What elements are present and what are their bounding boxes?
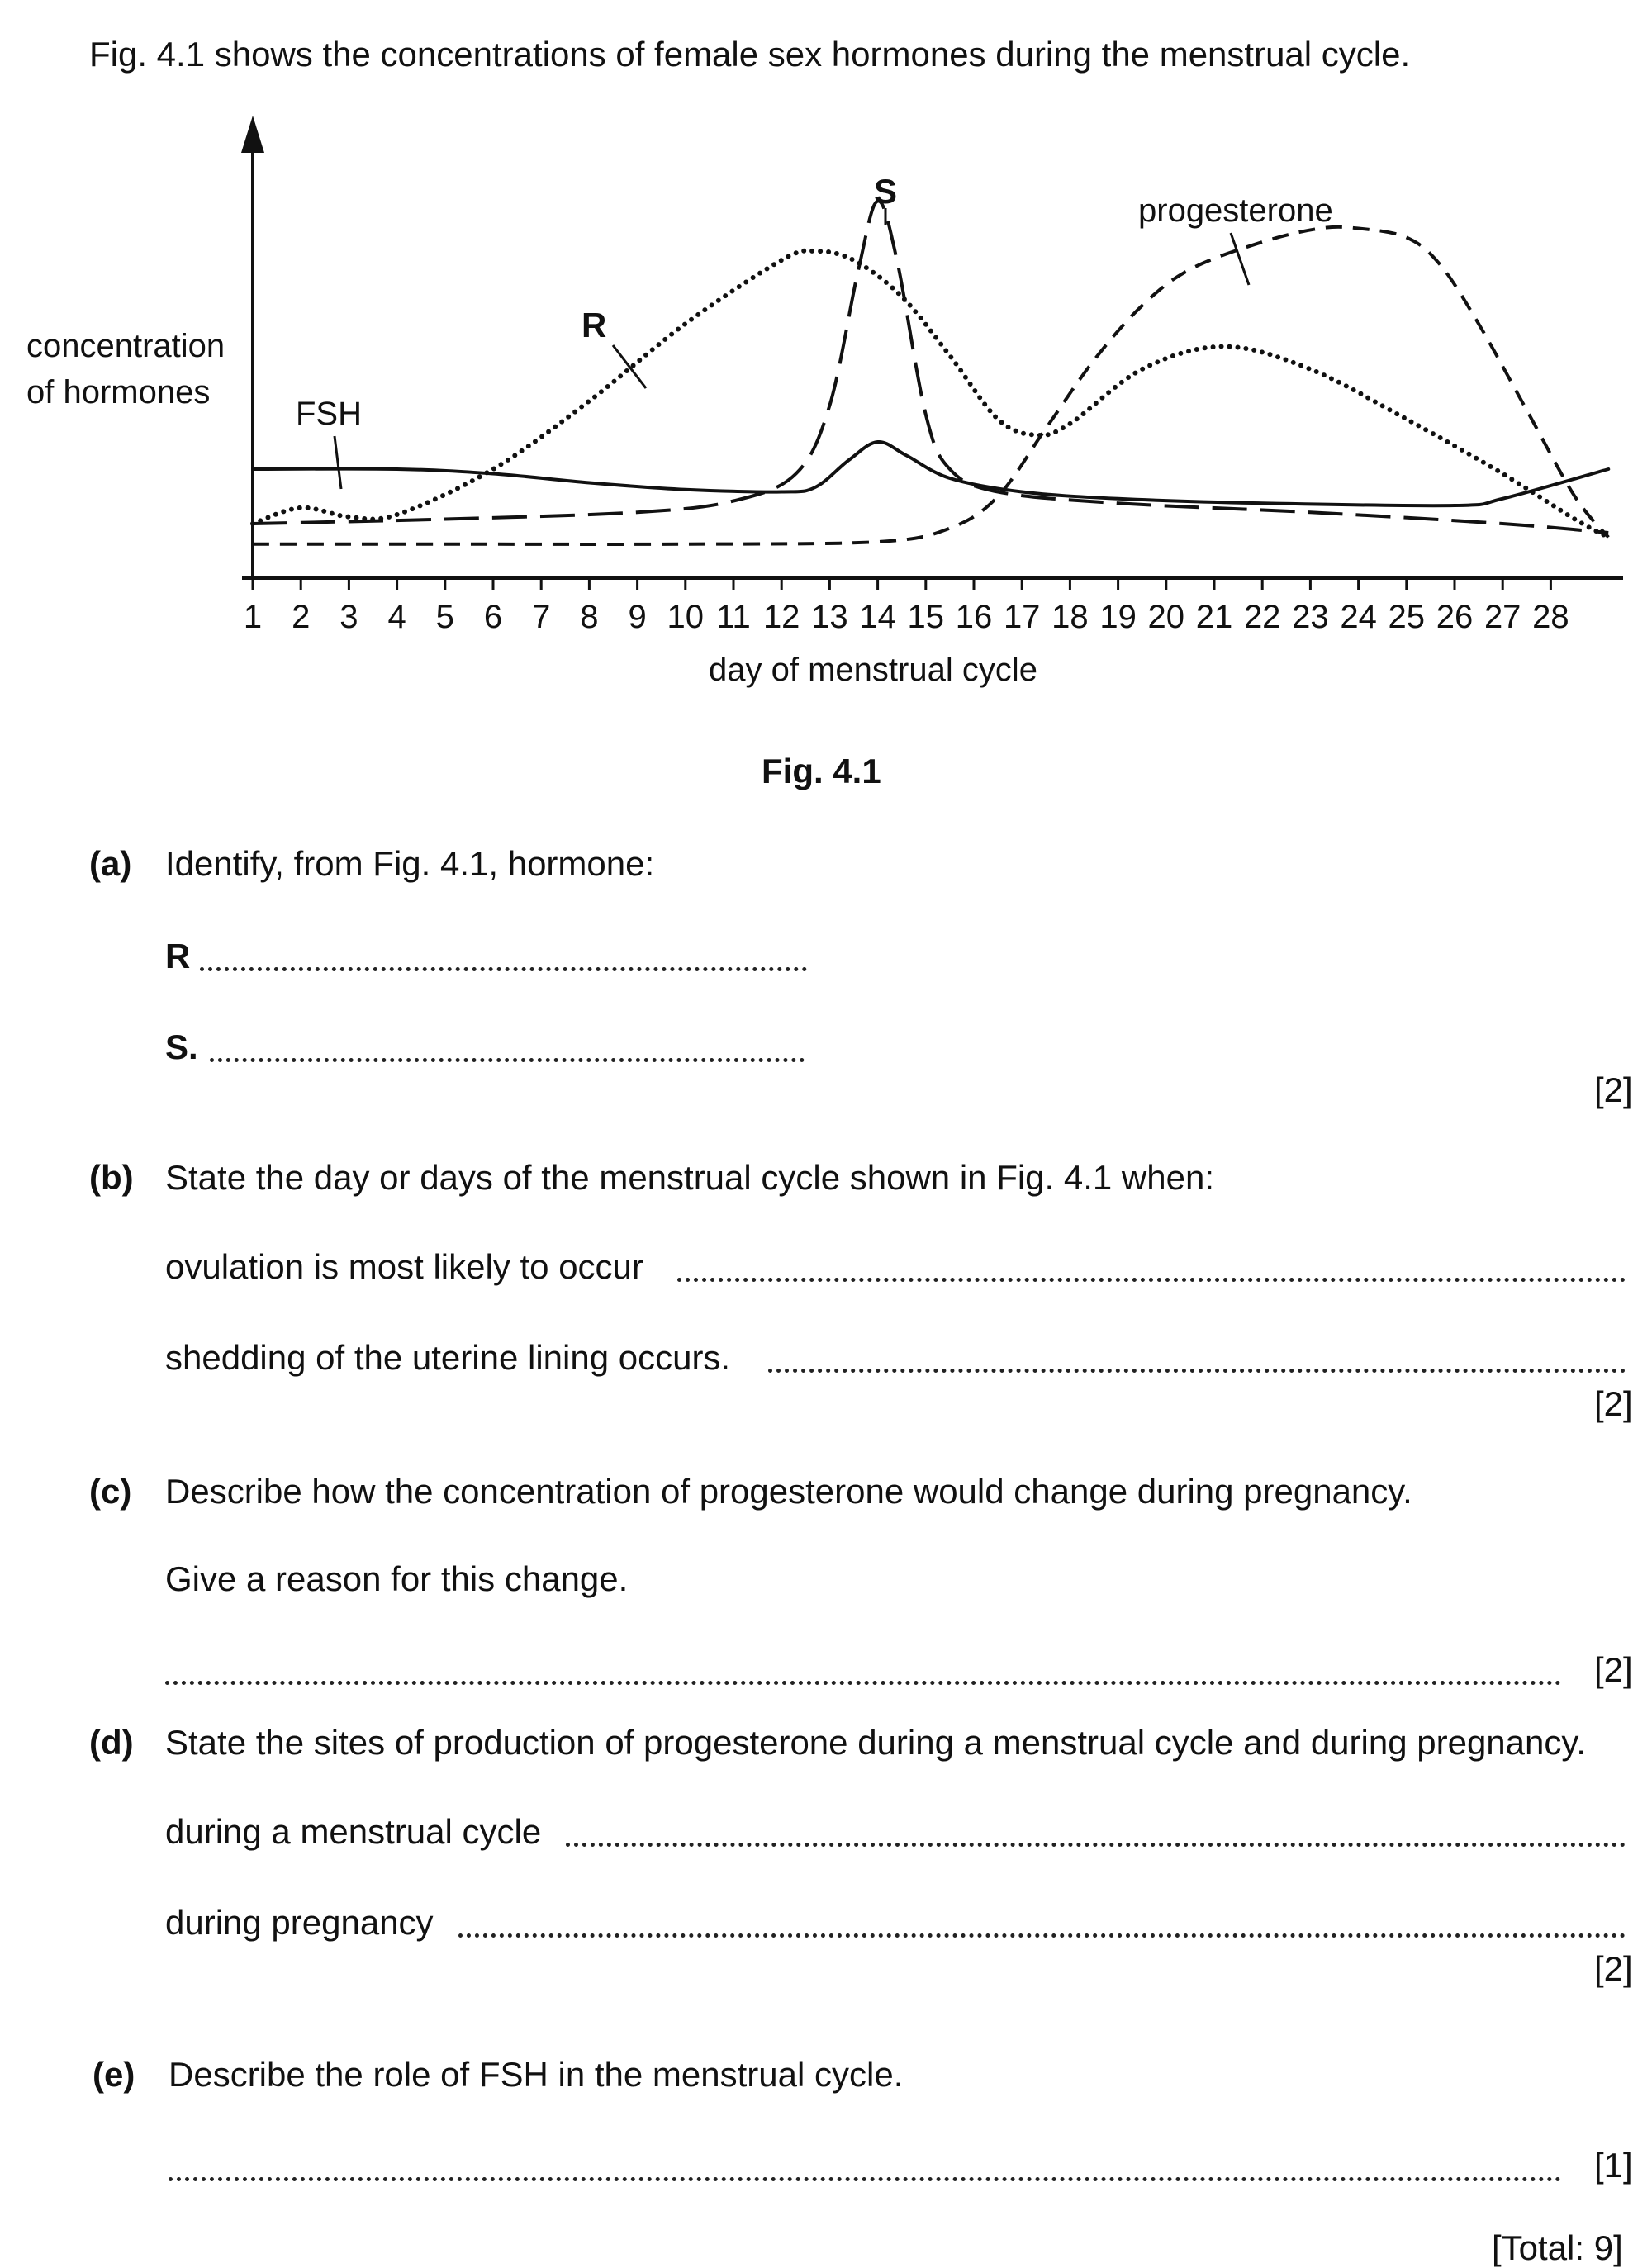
x-tick-label: 20: [1147, 599, 1185, 635]
marks-c: [2]: [1594, 1650, 1633, 1689]
series-line-r: [253, 251, 1608, 538]
x-tick-label: 9: [628, 599, 647, 635]
x-tick-label: 26: [1436, 599, 1474, 635]
y-axis-label-line1: concentration: [26, 328, 225, 364]
x-tick-label: 8: [580, 599, 599, 635]
answer-label-ovulation: ovulation is most likely to occur: [165, 1247, 643, 1286]
answer-label-pregnancy: during pregnancy: [165, 1903, 434, 1942]
question-d-label: (d): [89, 1723, 134, 1762]
x-tick-label: 2: [292, 599, 311, 635]
x-tick-label: 12: [762, 599, 800, 635]
progesterone-leader-line: [1231, 233, 1249, 285]
answer-label-s: S.: [165, 1027, 198, 1066]
question-a-text: Identify, from Fig. 4.1, hormone:: [165, 844, 655, 883]
answer-line-c[interactable]: [165, 1681, 1561, 1685]
x-tick-label: 23: [1292, 599, 1329, 635]
x-tick-label: 11: [716, 599, 751, 635]
hormone-chart: [0, 99, 1652, 826]
question-e-label: (e): [93, 2055, 135, 2094]
x-tick-label: 3: [339, 599, 358, 635]
question-c-text: Describe how the concentration of progesterone would change during pregnancy.: [165, 1472, 1412, 1511]
answer-line-shedding[interactable]: [768, 1369, 1626, 1373]
x-tick-label: 25: [1388, 599, 1426, 635]
marks-a: [2]: [1594, 1070, 1633, 1109]
x-tick-label: 27: [1483, 599, 1521, 635]
x-tick-label: 5: [435, 599, 454, 635]
x-tick-label: 24: [1340, 599, 1377, 635]
x-tick-label: 14: [859, 599, 896, 635]
question-b-text: State the day or days of the menstrual cycle shown in Fig. 4.1 when:: [165, 1158, 1215, 1197]
series-line-progesterone: [253, 227, 1608, 544]
answer-line-r[interactable]: [200, 967, 807, 971]
x-tick-label: 18: [1051, 599, 1089, 635]
x-tick-label: 21: [1195, 599, 1233, 635]
x-tick-label: 22: [1243, 599, 1281, 635]
marks-b: [2]: [1594, 1384, 1633, 1423]
question-d-text: State the sites of production of progesterone during a menstrual cycle and during pregnancy.: [165, 1723, 1586, 1762]
total-marks: [Total: 9]: [1492, 2228, 1623, 2267]
progesterone-label: progesterone: [1138, 192, 1333, 229]
fsh-label: FSH: [296, 396, 362, 432]
question-e-text: Describe the role of FSH in the menstrual cycle.: [169, 2055, 904, 2094]
x-tick-label: 7: [532, 599, 551, 635]
series-line-s: [253, 201, 1608, 533]
answer-label-shedding: shedding of the uterine lining occurs.: [165, 1338, 731, 1377]
x-tick-label: 13: [811, 599, 848, 635]
fsh-leader-line: [335, 436, 341, 489]
x-tick-label: 16: [955, 599, 993, 635]
answer-line-pregnancy[interactable]: [458, 1933, 1626, 1938]
question-c-text2: Give a reason for this change.: [165, 1559, 629, 1598]
x-tick-label: 1: [243, 599, 263, 635]
question-a-label: (a): [89, 844, 132, 883]
marks-d: [2]: [1594, 1949, 1633, 1988]
s-label: S: [873, 172, 898, 211]
x-axis-label: day of menstrual cycle: [709, 652, 1037, 688]
answer-label-menstrual: during a menstrual cycle: [165, 1812, 542, 1851]
x-tick-label: 17: [1003, 599, 1041, 635]
answer-label-r: R: [165, 937, 191, 975]
question-b-label: (b): [89, 1158, 134, 1197]
series-line-fsh: [253, 442, 1608, 505]
x-tick-label: 15: [907, 599, 945, 635]
x-tick-label: 28: [1532, 599, 1569, 635]
answer-line-menstrual[interactable]: [566, 1843, 1626, 1847]
question-c-label: (c): [89, 1472, 132, 1511]
x-tick-label: 6: [483, 599, 503, 635]
r-leader-line: [613, 345, 646, 388]
x-tick-label: 19: [1099, 599, 1137, 635]
y-axis-arrow-icon: [241, 116, 264, 153]
intro-text: Fig. 4.1 shows the concentrations of female sex hormones during the menstrual cycle.: [89, 35, 1411, 74]
x-tick-label: 4: [387, 599, 406, 635]
figure-caption: Fig. 4.1: [762, 752, 881, 790]
marks-e: [1]: [1594, 2146, 1633, 2185]
answer-line-ovulation[interactable]: [677, 1278, 1626, 1282]
r-label: R: [582, 306, 607, 344]
answer-line-e[interactable]: [169, 2177, 1561, 2181]
y-axis-label-line2: of hormones: [26, 374, 211, 410]
answer-line-s[interactable]: [210, 1058, 805, 1062]
x-tick-label: 10: [667, 599, 705, 635]
